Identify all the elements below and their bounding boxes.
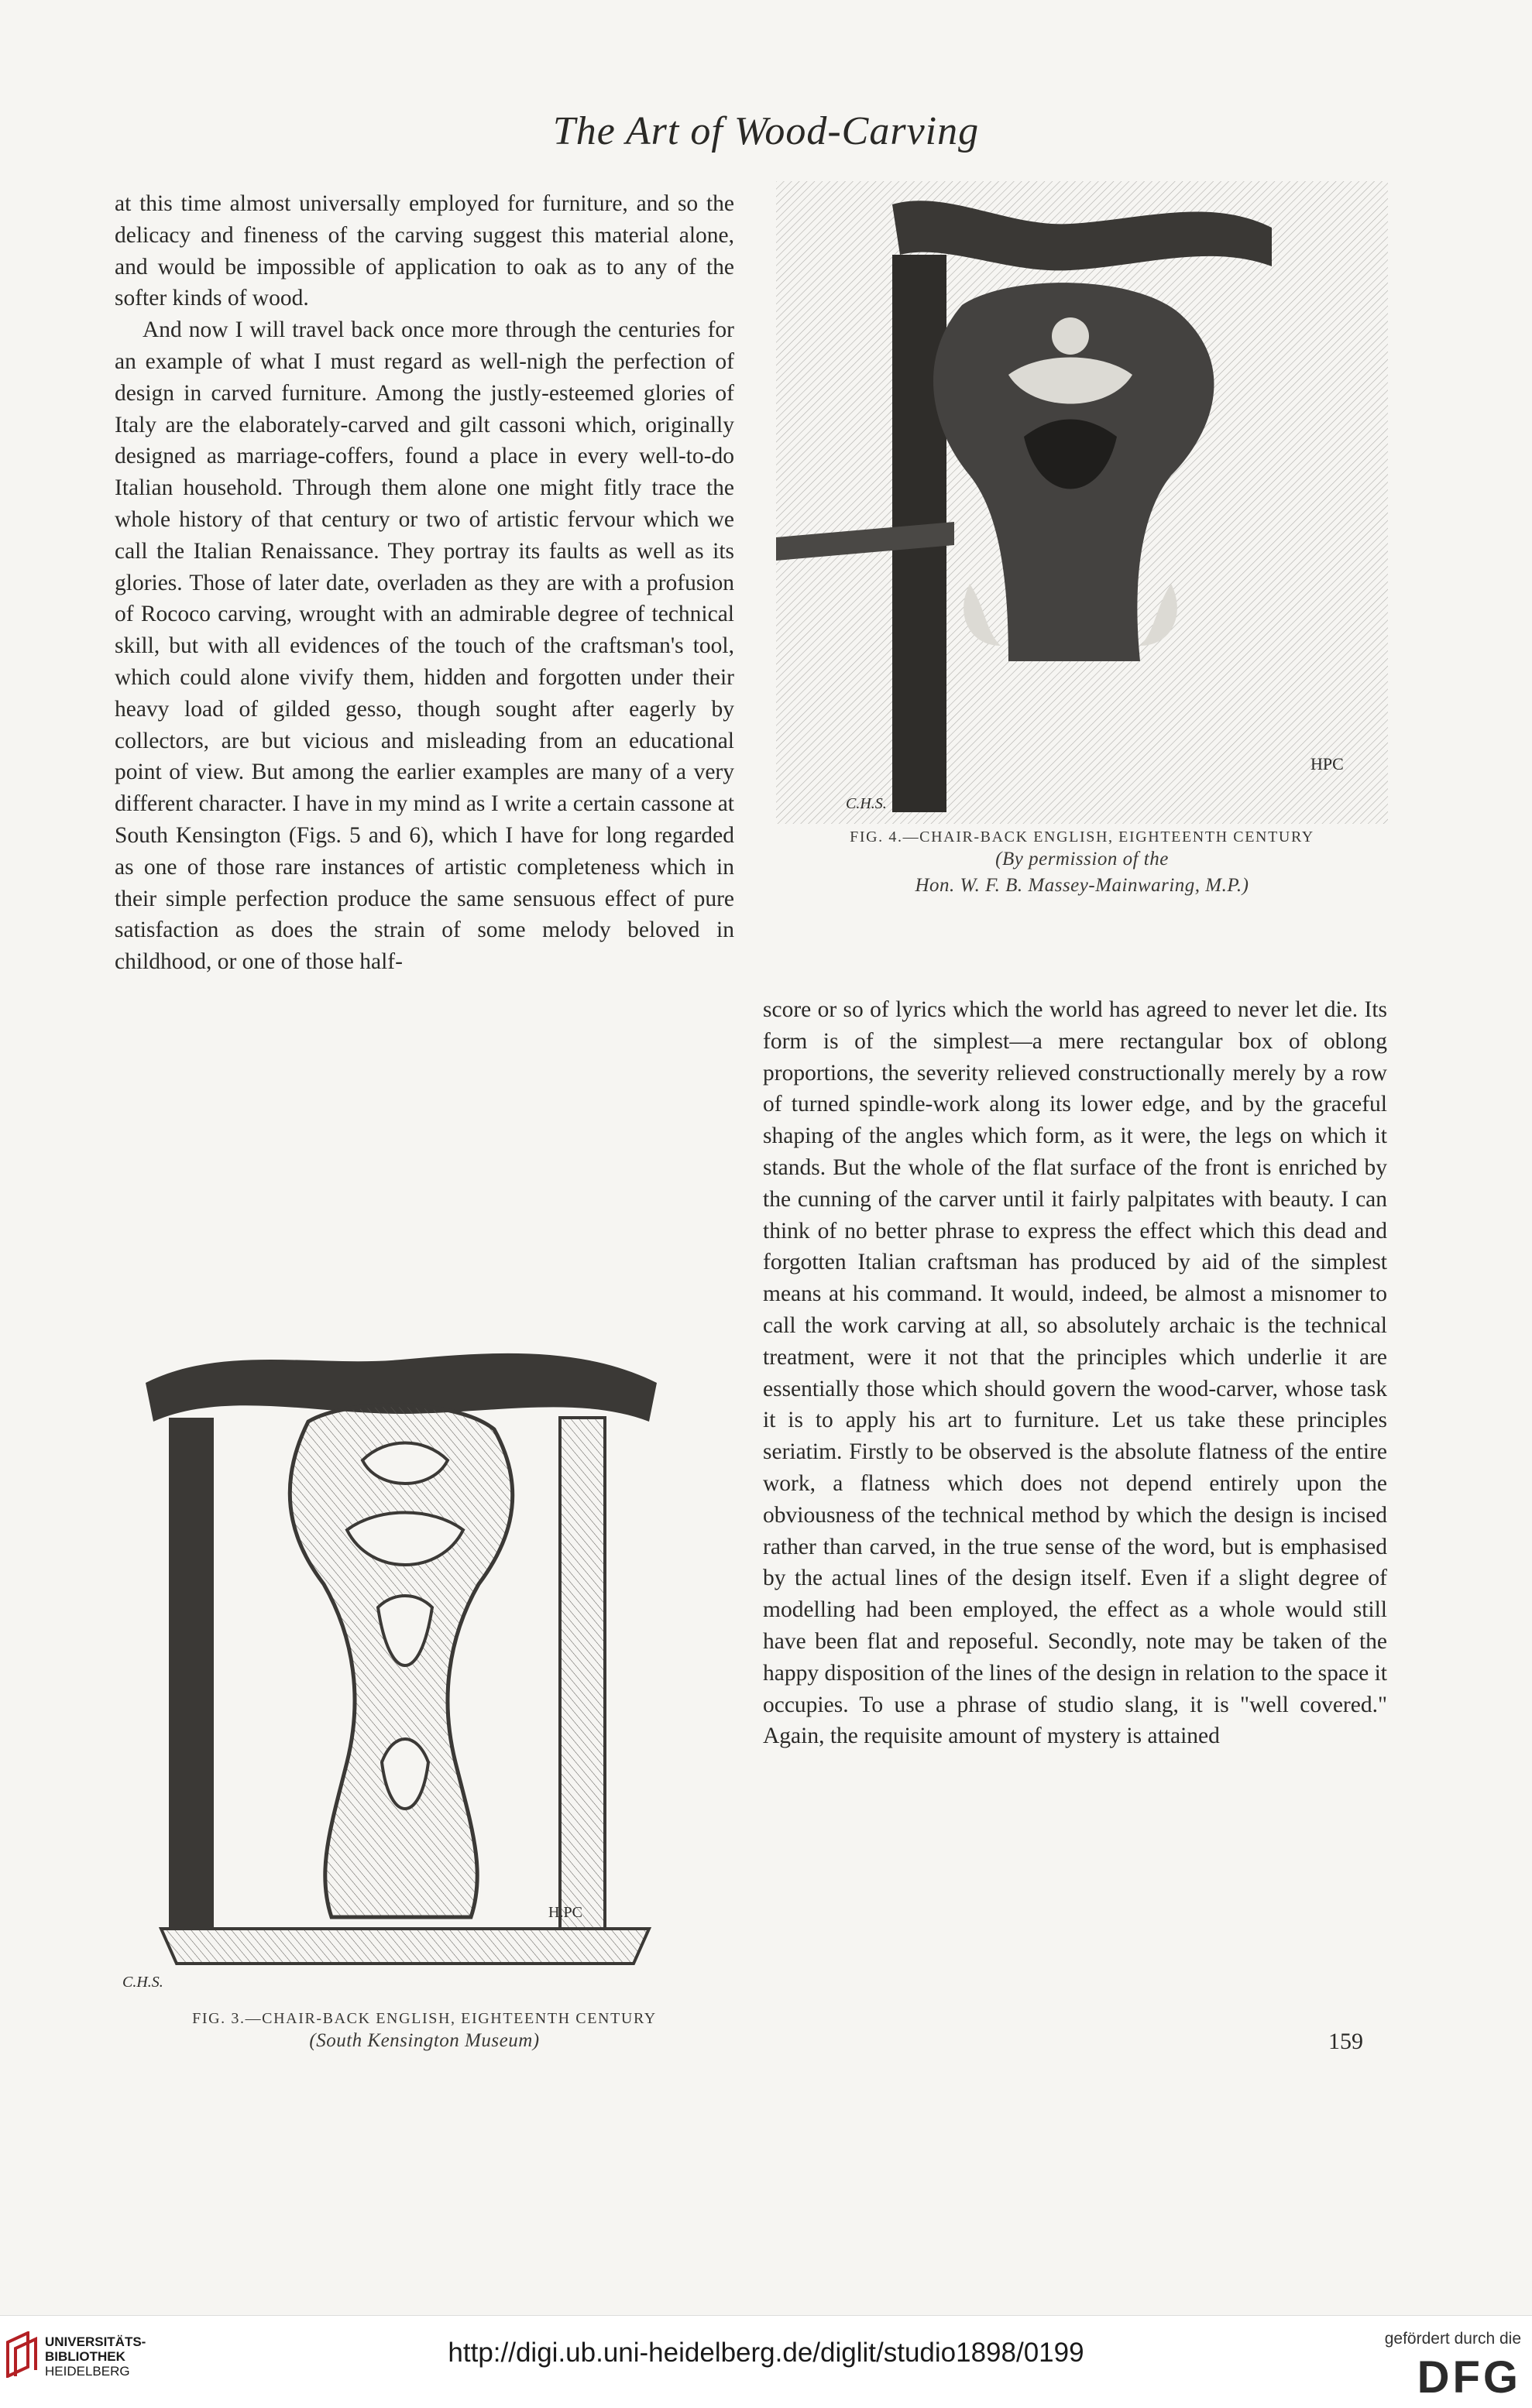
library-name-line-3: HEIDELBERG (45, 2364, 130, 2379)
monogram-hpc: H.PC (548, 1904, 582, 1921)
library-name-line-2: BIBLIOTHEK (45, 2349, 125, 2364)
monogram-hpc: HPC (1310, 754, 1344, 774)
running-title: The Art of Wood-Carving (552, 109, 980, 153)
figure-3-credit: (South Kensington Museum) (309, 2030, 540, 2051)
figure-4-chair-back-illustration (776, 181, 1388, 824)
funded-by-label: gefördert durch die (1384, 2330, 1521, 2348)
right-column-text (763, 994, 1387, 1752)
paragraph: And now I will travel back once more through the centuries for an example of what I must regard as well-nigh the perfection of design in carved furniture. Among the justly-esteemed glories of Italy are the elaborately-carved and gilt cassoni which, originally designed as marriage-coffers, found a place in every well-to-do Italian household. Through them alone one might fitly trace the whole history of that century or two of artistic fervour which we call the Italian Renaissance. They portray its faults as well as its glories. Those of later date, overladen as they are with a profusion of Rococo carving, wrought with an admirable degree of technical skill, but with all evidences of the touch of the craftsman's tool, which could alone vivify them, hidden and forgotten under their heavy load of gilded gesso, though sought after eagerly by collectors, are but vicious and misleading from an educational point of view. But among the earlier examples are many of a very different character. I have in my mind as I write a certain cassone at South Kensington (Figs. 5 and 6), which I have for long regarded as one of those rare instances of artistic completeness which in their simple perfection produce the same sensuous effect of pure satisfaction as does the strain of some melody beloved in childhood, or one of those half- (115, 317, 734, 975)
figure-4-caption: FIG. 4.—CHAIR-BACK ENGLISH, EIGHTEENTH CENTURY (850, 828, 1314, 846)
library-name-line-1: UNIVERSITÄTS- (45, 2334, 146, 2349)
chair-back-engraving-fig4 (776, 181, 1388, 824)
page-number: 159 (1328, 2029, 1363, 2054)
figure-3-caption-block (115, 2010, 734, 2054)
dfg-logo: DFG (1417, 2352, 1521, 2403)
figure-3-caption: FIG. 3.—CHAIR-BACK ENGLISH, EIGHTEENTH CENTURY (192, 2010, 657, 2027)
paragraph: at this time almost universally employed for furniture, and so the delicacy and fineness of the carving suggest this material alone, and would be impossible of application to oak as to any of the softer kinds of wood. (115, 191, 734, 311)
footer-bar (0, 2315, 1532, 2408)
figure-4-credit-line-2: Hon. W. F. B. Massey-Mainwaring, M.P.) (915, 875, 1249, 896)
figure-3-chair-back-illustration (115, 1329, 684, 1995)
figure-4-caption-block (776, 828, 1388, 899)
paragraph: score or so of lyrics which the world has agreed to never let die. Its form is of the simplest—a mere rectangular box of oblong proportions, the severity relieved constructionally merely by a row of turned spindle-work along its lower edge, and by the graceful shaping of the angles which form, as it were, the legs on which it stands. But the whole of the flat surface of the front is enriched by the cunning of the carver until it fairly palpitates with beauty. I can think of no better phrase to express the effect which this dead and forgotten Italian craftsman has produced by aid of the simplest means at his command. It would, indeed, be almost a misnomer to call the work carving at all, so absolutely archaic is the technical treatment, were it not that the principles which underlie it are essentially those which should govern the wood-carver, whose task it is to apply his art to furniture. Let us take these principles seriatim. Firstly to be observed is the absolute flatness of the entire work, a flatness which does not depend entirely upon the obviousness of the technical method by which the design is incised rather than carved, in the true sense of the word, but is emphasised by the actual lines of the design itself. Even if a slight degree of modelling had been employed, the effect as a whole would still have been flat and reposeful. Secondly, note may be taken of the happy disposition of the lines of the design in relation to the space it occupies. To use a phrase of studio slang, it is "well covered." Again, the requisite amount of mystery is attained (763, 997, 1387, 1749)
permalink-url[interactable]: http://digi.ub.uni-heidelberg.de/diglit/studio1898/0199 (448, 2338, 1084, 2368)
left-column-text (115, 188, 734, 978)
artist-signature: C.H.S. (122, 1974, 163, 1991)
figure-4-credit-line-1: (By permission of the (995, 849, 1169, 870)
chair-back-engraving-fig3 (115, 1329, 684, 1995)
artist-signature: C.H.S. (846, 795, 887, 812)
